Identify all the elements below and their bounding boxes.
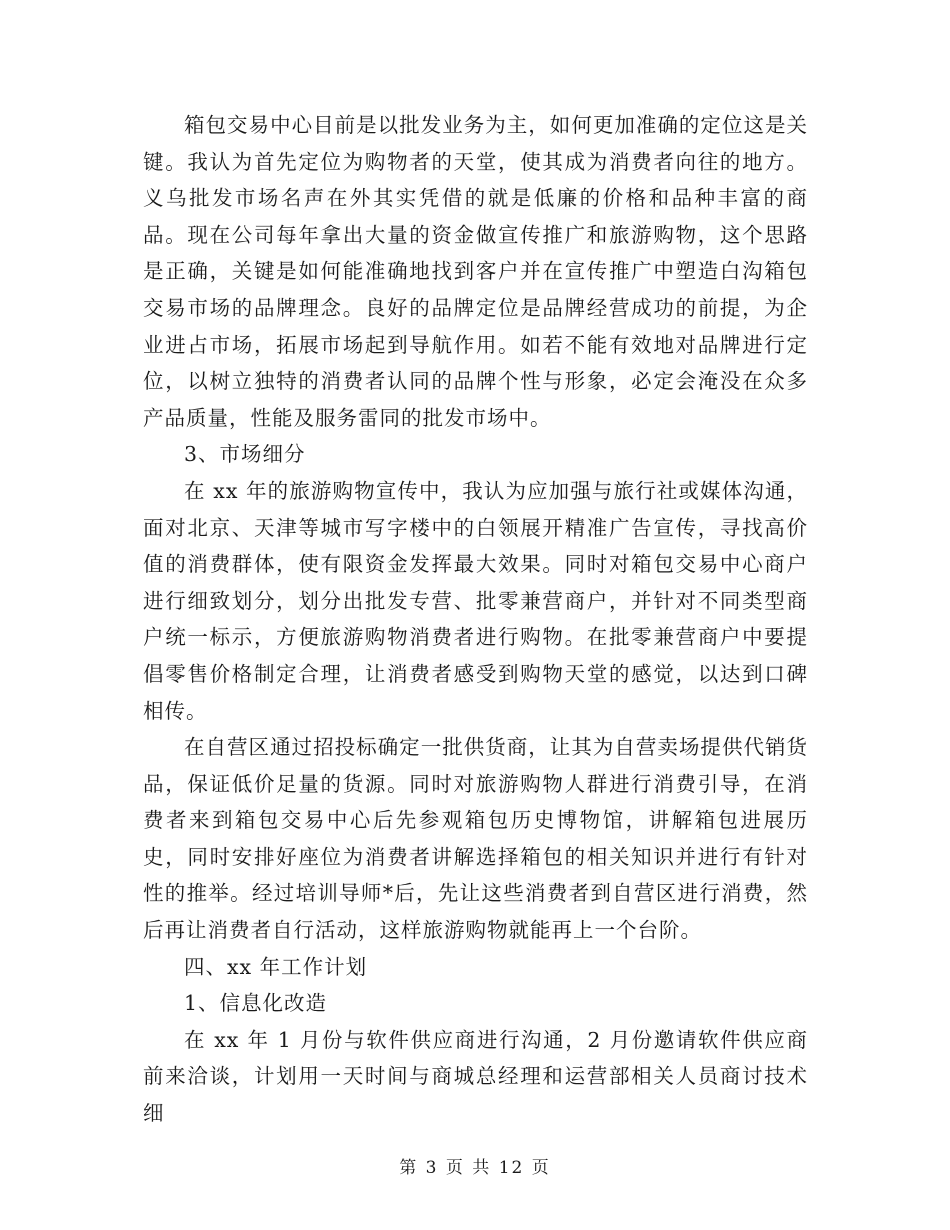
page-number-footer: 第 3 页 共 12 页 [399,1158,551,1178]
heading-market-segmentation: 3、市场细分 [184,442,306,467]
document-body [143,107,808,1132]
heading-work-plan: 四、xx 年工作计划 [184,954,368,979]
paragraph-positioning: 箱包交易中心目前是以批发业务为主，如何更加准确的定位这是关键。我认为首先定位为购物者的天堂，使其成为消费者向往的地方。义乌批发市场名声在外其实凭借的就是低廉的价格和品种丰富的商品。现在公司每年拿出大量的资金做宣传推广和旅游购物，这个思路是正确，关键是如何能准确地找到客户并在宣传推广中塑造白沟箱包交易市场的品牌理念。良好的品牌定位是品牌经营成功的前提，为企业进占市场，拓展市场起到导航作用。如若不能有效地对品牌进行定位，以树立独特的消费者认同的品牌个性与形象，必定会淹没在众多产品质量，性能及服务雷同的批发市场中。 [143,113,808,430]
paragraph-tourism-promotion: 在 xx 年的旅游购物宣传中，我认为应加强与旅行社或媒体沟通，面对北京、天津等城市写字楼中的白领展开精准广告宣传，寻找高价值的消费群体，使有限资金发挥最大效果。同时对箱包交易中心商户进行细致划分，划分出批发专营、批零兼营商户，并针对不同类型商户统一标示，方便旅游购物消费者进行购物。在批零兼营商户中要提倡零售价格制定合理，让消费者感受到购物天堂的感觉，以达到口碑相传。 [143,478,808,723]
paragraph-software-vendor: 在 xx 年 1 月份与软件供应商进行沟通，2 月份邀请软件供应商前来洽谈，计划用一天时间与商城总经理和运营部相关人员商讨技术细 [143,1027,808,1126]
heading-informatization: 1、信息化改造 [184,991,328,1016]
paragraph-self-operated-area: 在自营区通过招投标确定一批供货商，让其为自营卖场提供代销货品，保证低价足量的货源。同时对旅游购物人群进行消费引导，在消费者来到箱包交易中心后先参观箱包历史博物馆，讲解箱包进展历史，同时安排好座位为消费者讲解选择箱包的相关知识并进行有针对性的推举。经过培训导师*后，先让这些消费者到自营区进行消费，然后再让消费者自行活动，这样旅游购物就能再上一个台阶。 [143,735,808,943]
